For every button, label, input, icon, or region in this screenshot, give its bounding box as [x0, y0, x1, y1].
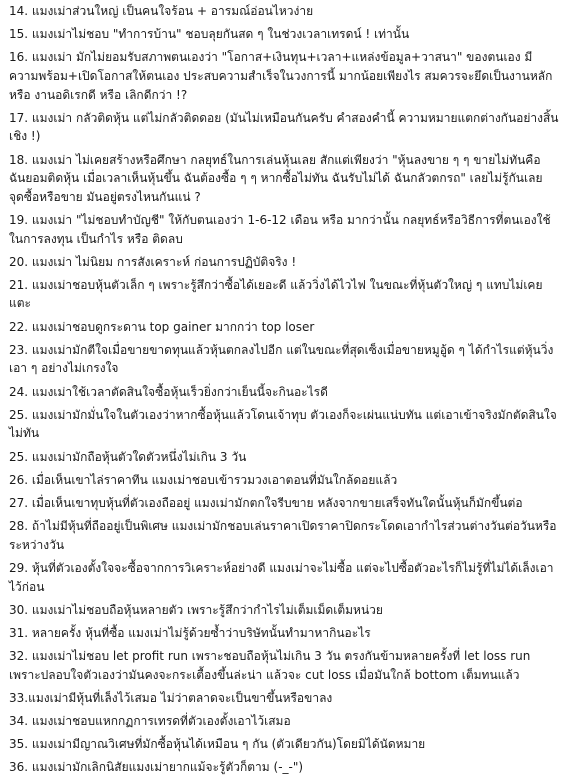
list-item: 22. แมงเม่าชอบดูกระดาน top gainer มากกว่า top loser: [9, 319, 315, 334]
list-item: 32. แมงเม่าไม่ชอบ let profit run เพราะชอบถือหุ้นไม่เกิน 3 วัน ตรงกันข้ามหลายครั้งที่ let loss run เพราะปลอบใจตัวเองว่ามันคงจะกระเตื้องขึ้นล่ะน่า แล้วจะ cut loss เมื่อมันใกล้ bottom เต็มทนแล้ว: [9, 649, 531, 682]
list-item: 35. แมงเม่ามีญาณวิเศษที่มักซื้อหุ้นได้เหมือน ๆ กัน (ตัวเดียวกัน)โดยมิได้นัดหมาย: [9, 737, 426, 752]
list-item: 18. แมงเม่า ไม่เคยสร้างหรือศึกษา กลยุทธ์ในการเล่นหุ้นเลย สักแต่เพียงว่า "หุ้นลงขาย ๆ ๆ ขายไม่ทันคือ ฉันยอมติดหุ้น เมื่อเวลาเห็นหุ้นขึ้น ฉันต้องซื้อ ๆ ๆ หากซื้อไม่ทัน ฉันรับไม่ได้ ฉันกลัวตกรถ" เลยไม่รู้กันเลย จุดซื้อหรือขาย มันอยู่ตรงไหนกันแน่ ?: [9, 152, 543, 204]
list-item: 29. หุ้นที่ตัวเองตั้งใจจะซื้อจากการวิเคราะห์อย่างดี แมงเม่าจะไม่ซื้อ แต่จะไปซื้อตัวอะไรก็ไม่รู้ที่ไม่ได้เล็งเอาไว้ก่อน: [9, 560, 554, 594]
list-item: 21. แมงเม่าชอบหุ้นตัวเล็ก ๆ เพราะรู้สึกว่าซื้อได้เยอะดี แล้ววิ่งได้ไวไฟ ในขณะที่หุ้นตัวใหญ่ ๆ แทบไม่เคยแตะ: [9, 277, 543, 311]
list-item: 15. แมงเม่าไม่ชอบ "ทำการบ้าน" ชอบลุยกันสด ๆ ในช่วงเวลาเทรดน์ ! เท่านั้น: [9, 27, 410, 42]
list-item: 23. แมงเม่ามักตีใจเมื่อขายขาดทุนแล้วหุ้นตกลงไปอีก แต่ในขณะที่สุดเซ็งเมื่อขายหมูอู้ด ๆ ได้กำไรแต่หุ้นวิ่งเอา ๆ อย่างไม่เกรงใจ: [9, 342, 554, 376]
list-item: 33.แมงเม่ามีหุ้นที่เล็งไว้เสมอ ไม่ว่าตลาดจะเป็นขาขึ้นหรือขาลง: [9, 690, 333, 705]
list-item: 26. เมื่อเห็นเขาไล่ราคาทีน แมงเม่าชอบเข้ารวมวงเอาตอนที่มันใกล้ดอยแล้ว: [9, 472, 398, 487]
list-item: 28. ถ้าไม่มีหุ้นที่ถืออยู่เป็นพิเศษ แมงเม่ามักชอบเล่นราคาเปิดราคาปิดกระโดดเอากำไรส่วนต่างวันต่อวันหรือระหว่างวัน: [9, 519, 557, 552]
list-item: 36. แมงเม่ามักเลิกนิสัยแมงเม่ายากแม้จะรู้ตัวก็ตาม (-_-"): [9, 760, 304, 775]
list-item: 24. แมงเม่าใช้เวลาตัดสินใจซื้อหุ้นเร็วยิ่งกว่าเย็นนี้จะกินอะไรดี: [9, 384, 328, 399]
list-item: 31. หลายครั้ง หุ้นที่ซื้อ แมงเม่าไม่รู้ด้วยซ้ำว่าบริษัทนั้นทำมาหากินอะไร: [9, 625, 371, 640]
list-item: 14. แมงเม่าส่วนใหญ่ เป็นคนใจร้อน + อารมณ์อ่อนไหวง่าย: [9, 4, 314, 18]
list-item: 30. แมงเม่าไม่ชอบถือหุ้นหลายตัว เพราะรู้สึกว่ากำไรไม่เต็มเม็ดเต็มหน่วย: [9, 602, 383, 617]
list-item: 25. แมงเม่ามักมั่นใจในตัวเองว่าหากซื้อหุ้นแล้วโดนเจ้าทุบ ตัวเองก็จะเผ่นแน่บทัน แต่เอาเข้าจริงมักตัดสินใจไม่ทัน: [9, 407, 557, 441]
list-item: 19. แมงเม่า "ไม่ชอบทำบัญชี" ให้กับตนเองว่า 1-6-12 เดือน หรือ มากว่านั้น กลยุทธ์หรือวิธีการที่ตนเองใช้ในการลงทุน เป็นกำไร หรือ ติดลบ: [9, 212, 551, 246]
list-item: 17. แมงเม่า กลัวติดหุ้น แต่ไม่กลัวติดดอย (มันไม่เหมือนกันครับ คำสองคำนี้ ความหมายแตกต่างกันอย่างสิ้นเชิง !): [9, 110, 559, 144]
list-item: 34. แมงเม่าชอบแหกกฏการเทรดที่ตัวเองตั้งเอาไว้เสมอ: [9, 714, 291, 729]
list-item: 25. แมงเม่ามักถือหุ้นตัวใดตัวหนึ่งไม่เกิน 3 วัน: [9, 449, 247, 464]
list-item: 27. เมื่อเห็นเขาทุบหุ้นที่ตัวเองถืออยู่ แมงเม่ามักตกใจรีบขาย หลังจากขายเสร็จทันใดนั้นหุ้นก็มักขึ้นต่อ: [9, 495, 523, 510]
list-item: 20. แมงเม่า ไม่นิยม การสังเคราะห์ ก่อนการปฏิบัติจริง !: [9, 254, 297, 269]
list-item: 16. แมงเม่า มักไม่ยอมรับสภาพตนเองว่า "โอกาส+เงินทุน+เวลา+แหล่งข้อมูล+วาสนา" ของตนเอง มีความพร้อม+เปิดโอกาสให้ตนเอง ประสบความสำเร็จในวงการนี้ มากน้อยเพียงไร สมควรจะยึดเป็นงานหลัก หรือ งานอดิเรกดี หรือ เลิกดีกว่า !?: [9, 50, 553, 102]
